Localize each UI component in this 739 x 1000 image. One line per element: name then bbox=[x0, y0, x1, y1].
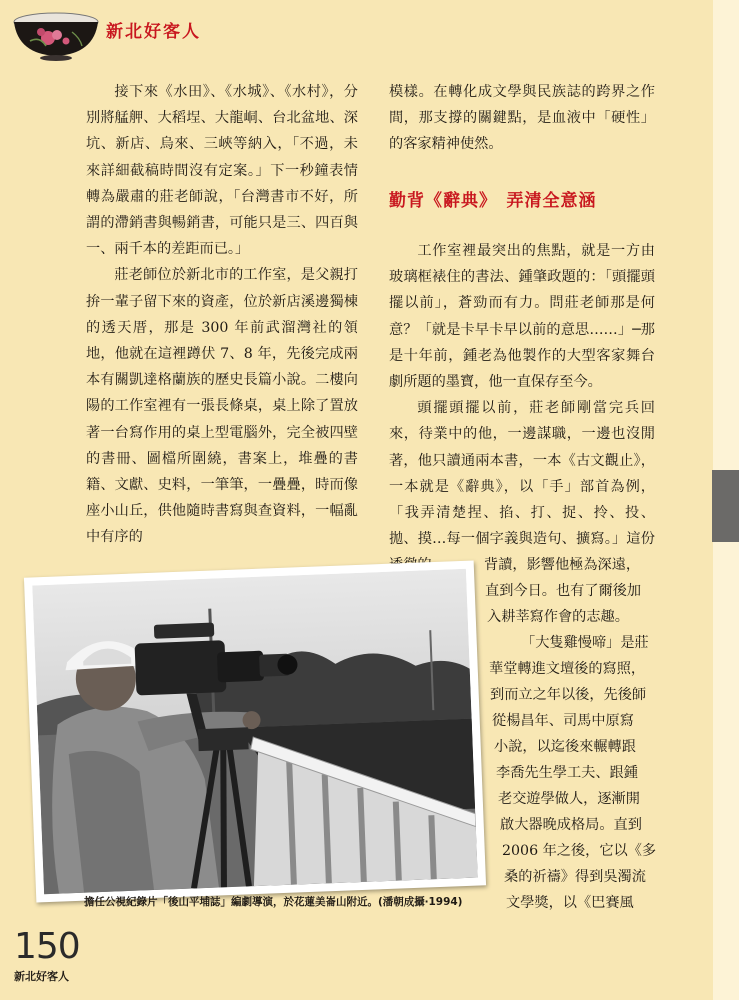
page-edge-tab bbox=[712, 470, 739, 542]
text-line: 老交遊學做人，逐漸開 bbox=[498, 791, 640, 807]
right-column-top bbox=[389, 79, 655, 158]
text-line: 小說，以迄後來輾轉跟 bbox=[494, 739, 636, 755]
left-column bbox=[86, 79, 358, 551]
text-line: 直到今日。也有了爾後加 bbox=[485, 583, 642, 599]
header-title: 新北好客人 bbox=[106, 22, 201, 42]
photo-caption: 擔任公視紀錄片「後山平埔誌」編劇導演，於花蓮美崙山附近。(潘朝成攝‧1994) bbox=[84, 896, 463, 908]
text-line: 入耕莘寫作會的志趣。 bbox=[487, 609, 629, 625]
cameraman-photo bbox=[32, 569, 478, 894]
paragraph: 莊老師位於新北市的工作室，是父親打拚一輩子留下來的資產，位於新店溪邊獨棟的透天厝，那是 300 年前武溜灣社的領地，他就在這裡蹲伏 7、8 年，先後完成兩本有關凱達格蘭族的歷史長篇小說。二樓向陽的工作室裡有一張長條桌，桌上除了置放著一台寫作用的桌上型電腦外，完全被四壁的書冊、圖檔所圍繞，書案上，堆疊的書籍、文獻、史料，一筆筆，一疊疊，時而像座小山丘，供他隨時書寫與查資料，一幅亂中有序的 bbox=[86, 267, 358, 546]
section-subheading: 勤背《辭典》 弄清全意涵 bbox=[389, 191, 597, 211]
text-line: 到而立之年以後，先後師 bbox=[490, 687, 647, 703]
paragraph-continuation: 模樣。在轉化成文學與民族誌的跨界之作間，那支撐的關鍵點，是血液中「硬性」的客家精神使然。 bbox=[389, 84, 655, 153]
text-line: 啟大器晚成格局。直到 bbox=[500, 817, 642, 833]
text-line: 李喬先生學工夫、跟鍾 bbox=[496, 765, 638, 781]
text-line: 「大隻雞慢啼」是莊 bbox=[521, 635, 649, 651]
text-line: 華堂轉進文壇後的寫照， bbox=[489, 661, 646, 677]
footer-title: 新北好客人 bbox=[14, 970, 69, 983]
paragraph: 頭擺頭擺以前，莊老師剛當完兵回來，待業中的他，一邊謀職，一邊也沒閒著，他只讀通兩本書，一本《古文觀止》，一本就是《辭典》，以「手」部首為例，「我弄清楚捏、掐、打、捉、拎、投、拋、摸…每一個字義與造句、擴寫。」這份 bbox=[389, 400, 655, 548]
text-line: 文學獎，以《巴賽風 bbox=[506, 895, 634, 911]
right-column-body bbox=[389, 238, 655, 579]
paragraph: 工作室裡最突出的焦點，就是一方由玻璃框裱住的書法、鍾肇政題的：「頭擺頭擺以前」，蒼勁而有力。問莊老師那是何意？「就是卡早卡早以前的意思……」─那是十年前，鍾老為他製作的大型客家舞台劇所題的墨寶，他一直保存至今。 bbox=[389, 243, 655, 391]
text-line: 2006 年之後，它以《多 bbox=[502, 843, 657, 859]
bowl-logo-icon bbox=[10, 8, 102, 62]
paragraph: 接下來《水田》、《水城》、《水村》，分別將艋舺、大稻埕、大龍峒、台北盆地、深坑、新店、烏來、三峽等納入，「不過，未來詳細截稿時間沒有定案。」下一秒鐘表情轉為嚴肅的莊老師說，「台灣書市不好，所謂的滯銷書與暢銷書，可能只是三、四百與一、兩千本的差距而已。」 bbox=[86, 84, 358, 258]
page-number: 150 bbox=[14, 926, 80, 967]
text-line: 從楊昌年、司馬中原寫 bbox=[492, 713, 634, 729]
text-line: 背讀，影響他極為深遠， bbox=[484, 557, 641, 573]
photo-frame bbox=[24, 560, 486, 902]
page-header bbox=[0, 0, 739, 66]
text-line: 桑的祈禱》得到吳濁流 bbox=[504, 869, 646, 885]
